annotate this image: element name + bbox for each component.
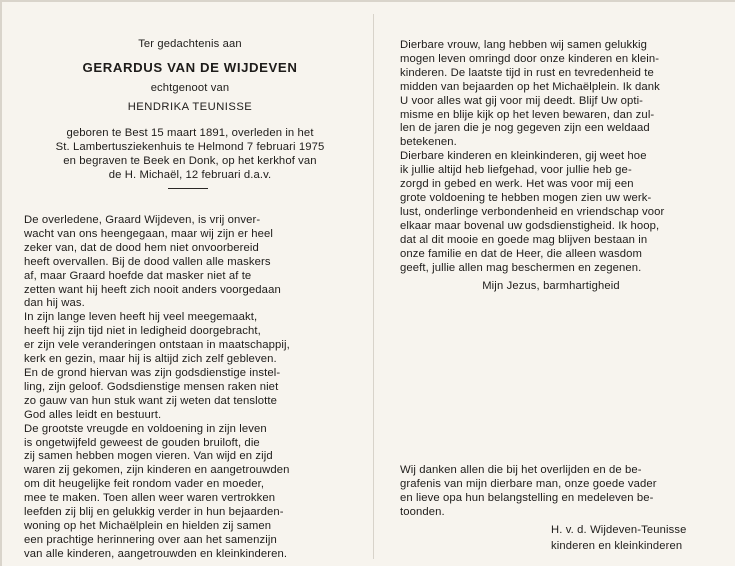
body-line: een prachtige herinnering over aan het samenzijn xyxy=(24,533,277,546)
body-line: midden van bejaarden op het Michaëlplein. Ik dank xyxy=(400,80,660,93)
spouse-name: HENDRIKA TEUNISSE xyxy=(127,101,253,113)
body-line: kerk en gezin, maar hij is altijd zich zelf gebleven. xyxy=(24,353,277,366)
body-line: misme en blije kijk op het leven bewaren, dan zul- xyxy=(400,108,655,121)
heading: Ter gedachtenis aan xyxy=(138,38,242,50)
body-line: zo gauw van hun stuk want zij weten dat tenslotte xyxy=(24,394,277,407)
body-line: wacht van ons heengegaan, maar wij zijn er heel xyxy=(24,227,273,240)
body-line: betekenen. xyxy=(400,136,457,149)
body-line: zetten want hij heeft zich nooit anders voorgedaan xyxy=(24,283,281,296)
body-line: De overledene, Graard Wijdeven, is vrij onver- xyxy=(24,214,261,226)
bio-text xyxy=(24,127,356,183)
body-line: De grootste vreugde en voldoening in zijn leven xyxy=(24,422,267,435)
body-line: zorgd in gebed en werk. Het was voor mij een xyxy=(400,178,634,191)
thanks-line: en lieve opa hun belangstelling en medeleven be- xyxy=(400,491,654,504)
signature-sub: kinderen en kleinkinderen xyxy=(551,540,683,552)
body-line: er zijn vele veranderingen ontstaan in maatschappij, xyxy=(24,339,290,352)
body-line: onze familie en dat de Heer, die alleen wasdom xyxy=(400,247,642,260)
body-line: dat al dit mooie en goede mag blijven bestaan in xyxy=(400,233,648,246)
body-line: dan hij was. xyxy=(24,297,85,310)
body-line: geeft, jullie allen mag beschermen en zegenen. xyxy=(400,261,642,274)
spouse-label: echtgenoot van xyxy=(150,82,230,94)
body-line: Dierbare kinderen en kleinkinderen, gij weet hoe xyxy=(400,150,647,163)
body-line: af, maar Graard hoefde dat masker niet af te xyxy=(24,269,252,282)
body-line: om dit heugelijke feit rondom vader en moeder, xyxy=(24,478,265,491)
body-line: mee te maken. Toen allen weer waren vertrokken xyxy=(24,492,276,505)
thanks-line: Wij danken allen die bij het overlijden en de be- xyxy=(400,464,642,476)
body-line: ling, zijn geloof. Godsdienstige mensen raken niet xyxy=(24,380,279,393)
body-line: woning op het Michaëlplein en hielden zij samen xyxy=(24,519,272,532)
body-line: En de grond hiervan was zijn godsdienstige instel- xyxy=(24,366,281,379)
body-line: ik jullie altijd heb liefgehad, voor jullie heb ge- xyxy=(400,164,632,177)
signature: H. v. d. Wijdeven-Teunisse xyxy=(551,524,687,536)
body-line: is ongetwijfeld geweest de gouden bruiloft, die xyxy=(24,436,260,449)
body-line: elkaar maar bovenal uw godsdienstigheid. Ik hoop, xyxy=(400,219,660,232)
thanks-line: grafenis van mijn dierbare man, onze goede vader xyxy=(400,477,657,490)
body-line: heeft overvallen. Bij de dood vallen alle maskers xyxy=(24,255,271,268)
bio-line: geboren te Best 15 maart 1891, overleden in het xyxy=(66,127,314,139)
deceased-name: GERARDUS VAN DE WIJDEVEN xyxy=(82,60,298,75)
body-line: van alle kinderen, aangetrouwden en kleinkinderen. xyxy=(24,547,288,560)
body-line: In zijn lange leven heeft hij veel meegemaakt, xyxy=(24,311,258,324)
body-line: waren zij gekomen, zijn kinderen en aangetrouwden xyxy=(24,464,290,477)
body-line: grote voldoening te hebben mogen zien uw werk- xyxy=(400,191,652,204)
body-line: leefden zij blij en gelukkig verder in hun bejaarden- xyxy=(24,506,284,519)
body-line: zij samen hebben mogen vieren. Van wijd en zijd xyxy=(24,450,273,463)
bio-line: en begraven te Beek en Donk, op het kerkhof van xyxy=(63,154,317,167)
left-body-text xyxy=(24,214,356,562)
body-line: U voor alles wat gij voor mij deedt. Blijf Uw opti- xyxy=(400,94,644,107)
thanks-text xyxy=(400,464,702,520)
body-line: lust, onderlinge verbondenheid en vriendschap voor xyxy=(400,205,665,218)
body-line: heeft hij zijn tijd niet in ledigheid doorgebracht, xyxy=(24,325,261,338)
body-line: zeker van, dat de dood hem niet onvoorbereid xyxy=(24,241,259,254)
body-line: len de jaren die je nog gegeven zijn een weldaad xyxy=(400,122,650,135)
thanks-line: toonden. xyxy=(400,505,445,518)
fold-line xyxy=(373,14,374,559)
bio-line: de H. Michaël, 12 februari d.a.v. xyxy=(108,168,272,181)
body-line: God alles leidt en bestuurt. xyxy=(24,408,162,421)
right-body-text xyxy=(400,39,702,275)
separator-line xyxy=(168,188,208,189)
bio-line: St. Lambertusziekenhuis te Helmond 7 februari 1975 xyxy=(55,140,325,153)
body-line: Dierbare vrouw, lang hebben wij samen gelukkig xyxy=(400,39,647,51)
body-line: kinderen. De laatste tijd in rust en tevredenheid te xyxy=(400,66,654,79)
body-line: mogen leven omringd door onze kinderen en klein- xyxy=(400,52,660,65)
prayer-line: Mijn Jezus, barmhartigheid xyxy=(482,280,620,292)
